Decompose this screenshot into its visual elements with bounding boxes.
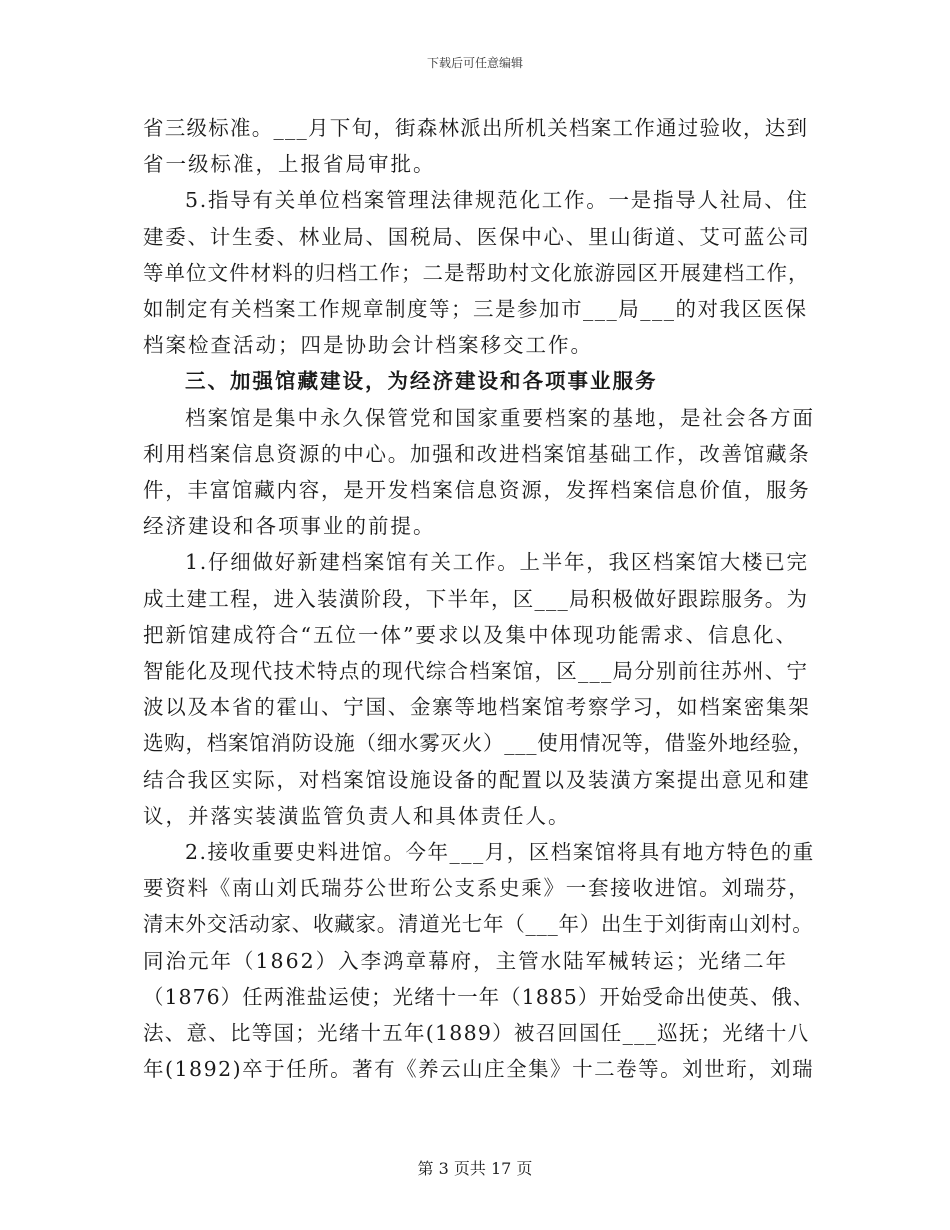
page-number: 第 3 页共 17 页 [417,1159,533,1178]
paragraph-line: 把新馆建成符合“五位一体”要求以及集中体现功能需求、信息化、 [143,622,798,647]
paragraph-line: 经济建设和各项事业的前提。 [143,514,436,539]
paragraph-line: 结合我区实际，对档案馆设施设备的配置以及装潢方案提出意见和建 [143,767,811,792]
paragraph-line: （1876）任两淮盐运使；光绪十一年（1885）开始受命出使英、俄、 [143,984,815,1009]
paragraph-line: 档案检查活动；四是协助会计档案移交工作。 [143,333,593,358]
paragraph-line: 等单位文件材料的归档工作；二是帮助村文化旅游园区开展建档工作， [143,260,810,285]
paragraph-line: 建委、计生委、林业局、国税局、医保中心、里山街道、艾可蓝公司 [143,224,811,249]
paragraph-line: 议，并落实装潢监管负责人和具体责任人。 [143,803,571,828]
paragraph-line: 利用档案信息资源的中心。加强和改进档案馆基础工作，改善馆藏条 [143,441,811,466]
paragraph-line: 波以及本省的霍山、宁国、金寨等地档案馆考察学习，如档案密集架 [143,695,811,720]
page-header: 下载后可任意编辑 [426,56,523,70]
paragraph-line: 2.接收重要史料进馆。今年___月，区档案馆将具有地方特色的重 [185,840,815,864]
paragraph-line: 5.指导有关单位档案管理法律规范化工作。一是指导人社局、住 [185,188,809,213]
paragraph-line: 选购，档案馆消防设施（细水雾灭火）___使用情况等，借鉴外地经验， [143,731,814,756]
paragraph-line: 省三级标准。___月下旬，街森林派出所机关档案工作通过验收，达到 [143,116,809,140]
paragraph-line: 1.仔细做好新建档案馆有关工作。上半年，我区档案馆大楼已完 [185,550,809,575]
section-heading: 三、加强馆藏建设，为经济建设和各项事业服务 [185,369,658,394]
paragraph-line: 档案馆是集中永久保管党和国家重要档案的基地，是社会各方面 [185,405,815,430]
paragraph-line: 智能化及现代技术特点的现代综合档案馆，区___局分别前往苏州、宁 [143,659,809,683]
paragraph-line: 件，丰富馆藏内容，是开发档案信息资源，发挥档案信息价值，服务 [143,478,811,502]
paragraph-line: 清末外交活动家、收藏家。清道光七年（___年）出生于刘街南山刘村。 [143,912,814,937]
paragraph-line: 法、意、比等国；光绪十五年(1889）被召回国任___巡抚；光绪十八 [143,1021,810,1045]
paragraph-line: 要资料《南山刘氏瑞芬公世珩公支系史乘》一套接收进馆。刘瑞芬， [143,876,811,901]
paragraph-line: 同治元年（1862）入李鸿章幕府，主管水陆军械转运；光绪二年 [143,948,789,973]
paragraph-line: 成土建工程，进入装潢阶段，下半年，区___局积极做好跟踪服务。为 [143,586,809,611]
paragraph-line: 如制定有关档案工作规章制度等；三是参加市___局___的对我区医保 [143,297,808,321]
paragraph-line: 省一级标准，上报省局审批。 [143,152,436,177]
paragraph-line: 年(1892)卒于任所。著有《养云山庄全集》十二卷等。刘世珩，刘瑞 [143,1057,815,1082]
